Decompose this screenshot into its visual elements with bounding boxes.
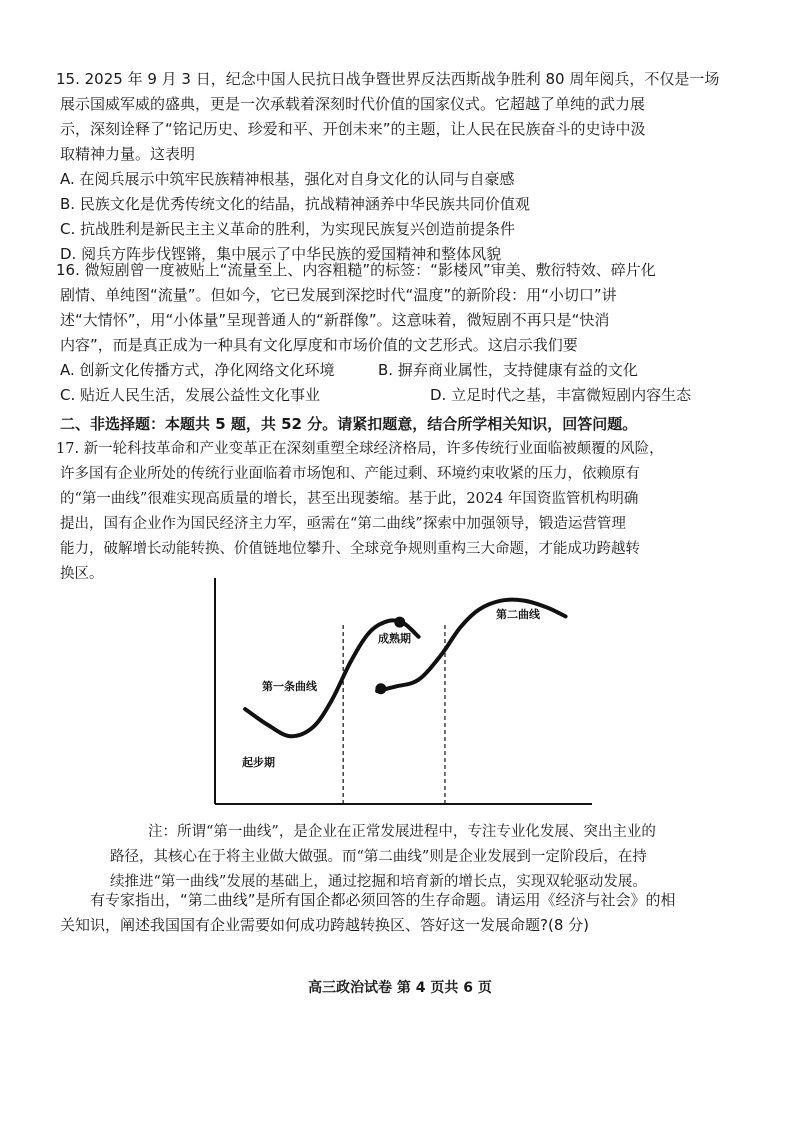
q16-stem-line: 16. 微短剧曾一度被贴上“流量至上、内容粗糙”的标签：“影楼风”审美、敷衍特效、碎片化: [56, 261, 656, 279]
mature-stage-label: 成熟期: [378, 632, 411, 645]
q16-options-row-1: [60, 358, 750, 383]
question-15: [56, 67, 750, 267]
start-of-second-curve-marker: [375, 683, 386, 694]
q15-option-a: A. 在阅兵展示中筑牢民族精神根基，强化对自身文化的认同与自豪感: [60, 170, 515, 188]
page-footer: 高三政治试卷 第 4 页共 6 页: [308, 980, 492, 996]
q16-option-c: C. 贴近人民生活，发展公益性文化事业: [60, 386, 321, 404]
q15-stem-line: 取精神力量。这表明: [60, 145, 196, 163]
startup-stage-label: 起步期: [242, 756, 275, 769]
curve-chart: [200, 570, 600, 815]
question-16: [56, 258, 750, 408]
q17-stem-line: 提出，国有企业作为国民经济主力军，亟需在“第二曲线”探索中加强领导，锻造运营管理: [60, 516, 626, 532]
q16-option-a: A. 创新文化传播方式，净化网络文化环境: [60, 361, 335, 379]
second-curve-label: 第二曲线: [496, 608, 540, 621]
q15-option-c: C. 抗战胜利是新民主主义革命的胜利，为实现民族复兴创造前提条件: [60, 220, 516, 238]
q16-stem-line: 述“大情怀”，用“小体量”呈现普通人的“新群像”。这意味着，微短剧不再只是“快消: [60, 311, 610, 329]
q15-stem-line: 展示国威军威的盛典，更是一次承载着深刻时代价值的国家仪式。它超越了单纯的武力展: [60, 95, 646, 113]
q17-question-line: 关知识，阐述我国国有企业需要如何成功跨越转换区、答好这一发展命题?(8 分): [60, 916, 589, 934]
q17-stem-line: 换区。: [60, 566, 104, 582]
q17-note-line: 续推进“第一曲线”发展的基础上，通过挖掘和培育新的增长点，实现双轮驱动发展。: [110, 874, 647, 890]
first-curve-label: 第一条曲线: [262, 680, 317, 693]
q17-question: [60, 888, 750, 938]
q15-stem-line: 示，深刻诠释了“铭记历史、珍爱和平、开创未来”的主题，让人民在民族奋斗的史诗中汲: [60, 120, 646, 138]
curve-chart-svg: [200, 570, 600, 815]
q17-note-line: 注：所谓“第一曲线”，是企业在正常发展进程中，专注专业化发展、突出主业的: [148, 824, 656, 840]
q16-option-d: D. 立足时代之基，丰富微短剧内容生态: [430, 386, 692, 404]
q17-note-line: 路径，其核心在于将主业做大做强。而“第二曲线”则是企业发展到一定阶段后，在持: [110, 849, 647, 865]
section-2: [60, 412, 750, 437]
section-2-title: 二、非选择题：本题共 5 题，共 52 分。请紧扣题意，结合所学相关知识，回答问题。: [60, 415, 638, 433]
q15-option-d: D. 阅兵方阵步伐铿锵，集中展示了中华民族的爱国精神和整体风貌: [60, 245, 502, 263]
question-17: [56, 437, 750, 587]
q17-stem-line: 能力，破解增长动能转换、价值链地位攀升、全球竞争规则重构三大命题，才能成功跨越转: [60, 541, 640, 557]
q16-option-b: B. 摒弃商业属性，支持健康有益的文化: [378, 361, 638, 379]
q17-question-line: 有专家指出，“第二曲线”是所有国企都必须回答的生存命题。请运用《经济与社会》的相: [90, 891, 676, 909]
q15-stem-line: 15. 2025 年 9 月 3 日，纪念中国人民抗日战争暨世界反法西斯战争胜利 80 周年阅兵，不仅是一场: [56, 70, 720, 88]
peak-of-first-curve-marker: [394, 617, 405, 628]
q17-stem-line: 许多国有企业所处的传统行业面临着市场饱和、产能过剩、环境约束收紧的压力，依赖原有: [60, 466, 640, 482]
q15-option-b: B. 民族文化是优秀传统文化的结晶，抗战精神涵养中华民族共同价值观: [60, 195, 530, 213]
q16-stem-line: 内容”，而是真正成为一种具有文化厚度和市场价值的文艺形式。这启示我们要: [60, 336, 578, 354]
q17-stem-line: 的“第一曲线”很难实现高质量的增长，甚至出现萎缩。基于此，2024 年国资监管机构明确: [60, 491, 639, 507]
q17-note: [110, 820, 750, 895]
q16-options-row-2: [60, 383, 750, 408]
q17-stem-line: 17. 新一轮科技革命和产业变革正在深刻重塑全球经济格局，许多传统行业面临被颠覆的风险，: [56, 441, 664, 457]
q16-stem-line: 剧情、单纯图“流量”。但如今，它已发展到深挖时代“温度”的新阶段：用“小切口”讲: [60, 286, 617, 304]
